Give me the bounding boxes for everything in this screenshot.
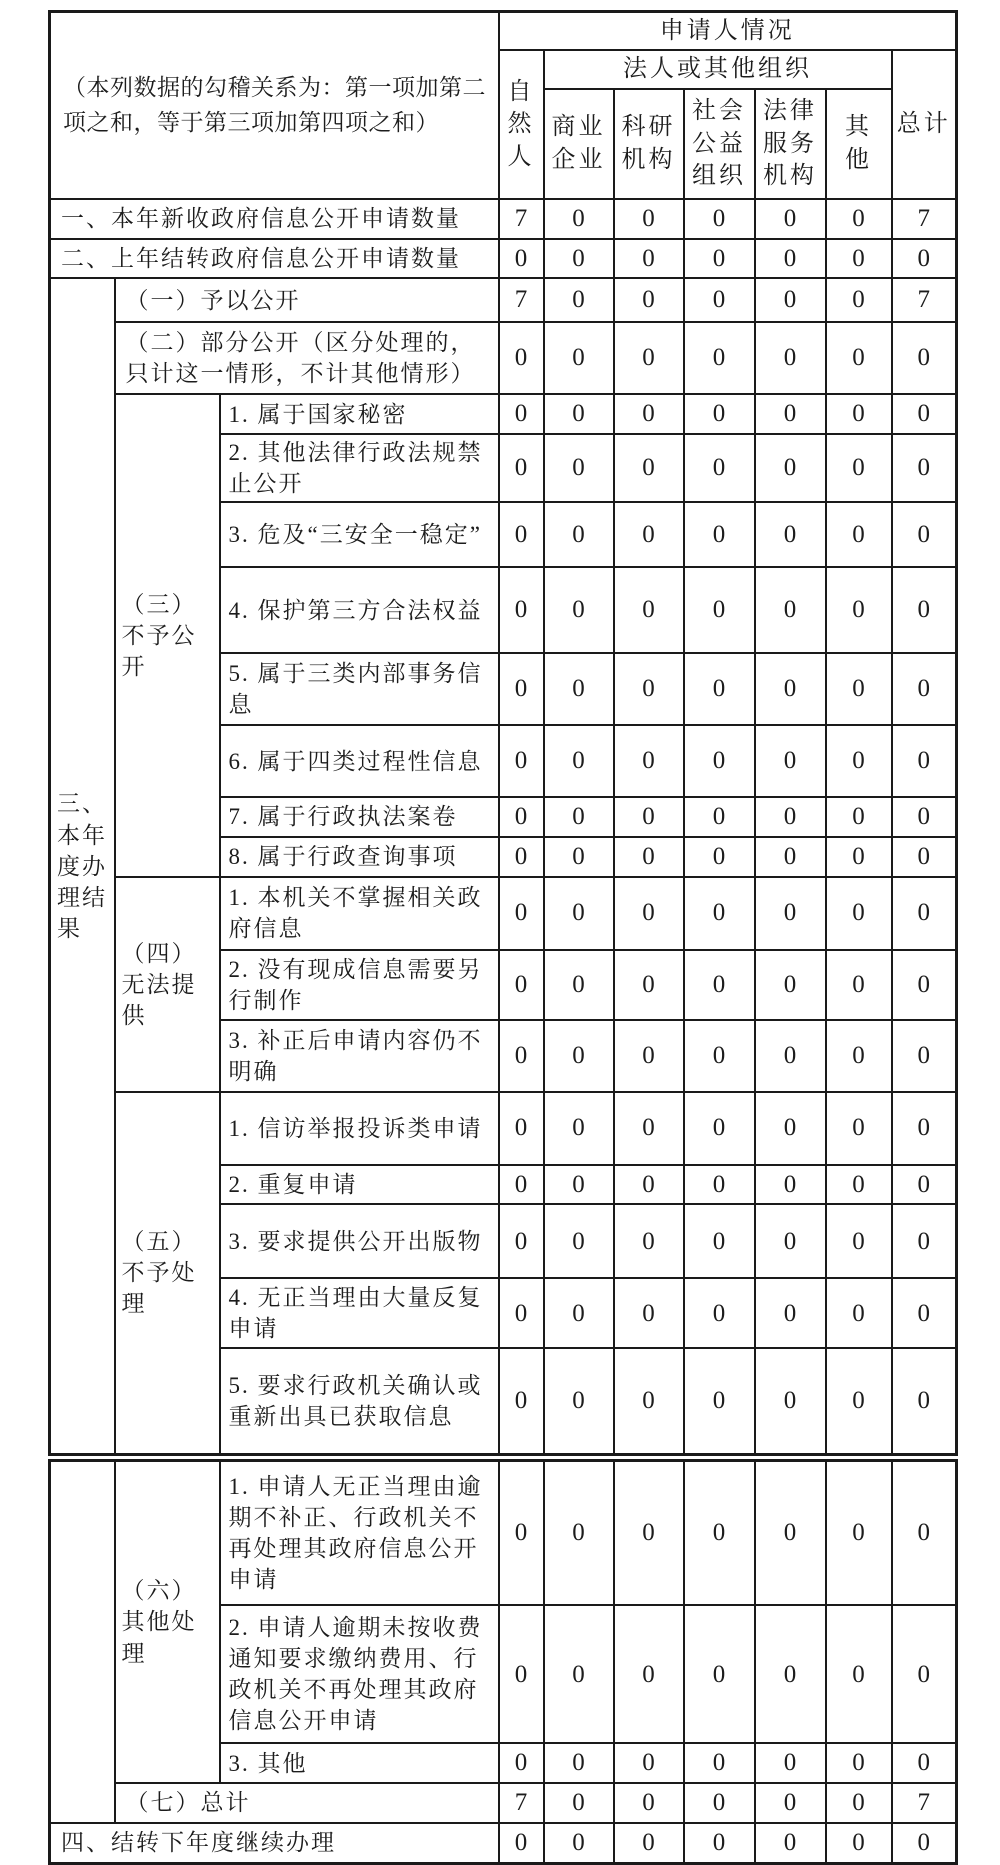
value-cell: 0 <box>614 837 684 877</box>
value-cell: 0 <box>755 394 826 434</box>
value-cell: 0 <box>684 278 755 322</box>
value-cell: 0 <box>614 1165 684 1205</box>
table-row <box>50 278 957 322</box>
value-cell: 0 <box>826 434 892 502</box>
value-cell: 0 <box>499 502 544 567</box>
value-cell: 0 <box>684 950 755 1020</box>
value-cell: 0 <box>892 1020 957 1092</box>
value-cell: 0 <box>614 278 684 322</box>
value-cell: 0 <box>892 1165 957 1205</box>
value-cell: 0 <box>544 278 614 322</box>
value-cell: 0 <box>614 1020 684 1092</box>
value-cell: 0 <box>684 199 755 239</box>
value-cell: 0 <box>826 1278 892 1348</box>
value-cell: 0 <box>892 502 957 567</box>
value-cell: 0 <box>892 322 957 394</box>
value-cell: 0 <box>826 502 892 567</box>
value-cell: 0 <box>755 567 826 653</box>
value-cell: 0 <box>499 1743 544 1783</box>
value-cell: 0 <box>684 567 755 653</box>
value-cell: 0 <box>826 797 892 837</box>
value-cell: 0 <box>499 239 544 279</box>
value-cell: 0 <box>826 725 892 797</box>
row-label: 3. 其他 <box>220 1743 499 1783</box>
value-cell: 0 <box>892 239 957 279</box>
value-cell: 0 <box>544 1165 614 1205</box>
value-cell: 0 <box>826 567 892 653</box>
value-cell: 0 <box>755 653 826 725</box>
row-label: （七）总计 <box>115 1783 499 1823</box>
value-cell: 0 <box>684 1348 755 1454</box>
value-cell: 0 <box>614 797 684 837</box>
value-cell: 0 <box>755 1348 826 1454</box>
row-label: 2. 没有现成信息需要另行制作 <box>220 950 499 1020</box>
value-cell: 0 <box>826 1783 892 1823</box>
value-cell: 0 <box>892 394 957 434</box>
value-cell: 0 <box>544 1348 614 1454</box>
value-cell: 0 <box>826 1743 892 1783</box>
value-cell: 0 <box>684 322 755 394</box>
table-row <box>50 239 957 279</box>
value-cell: 0 <box>755 1204 826 1278</box>
table-row <box>50 322 957 394</box>
value-cell: 0 <box>499 394 544 434</box>
value-cell: 0 <box>892 837 957 877</box>
row-label: 二、上年结转政府信息公开申请数量 <box>50 239 499 279</box>
value-cell: 0 <box>755 1823 826 1863</box>
value-cell: 0 <box>499 877 544 950</box>
value-cell: 0 <box>544 837 614 877</box>
value-cell: 0 <box>755 322 826 394</box>
value-cell: 7 <box>892 199 957 239</box>
value-cell: 0 <box>892 434 957 502</box>
col-header-other: 其他 <box>826 89 892 199</box>
row-label: 1. 本机关不掌握相关政府信息 <box>220 877 499 950</box>
value-cell: 0 <box>499 837 544 877</box>
row-label: 7. 属于行政执法案卷 <box>220 797 499 837</box>
value-cell: 0 <box>544 434 614 502</box>
value-cell: 7 <box>499 278 544 322</box>
value-cell: 0 <box>755 1165 826 1205</box>
value-cell: 0 <box>826 1165 892 1205</box>
value-cell: 0 <box>892 653 957 725</box>
value-cell: 0 <box>755 797 826 837</box>
value-cell: 0 <box>614 239 684 279</box>
col-header-natural-person: 自然人 <box>499 50 544 198</box>
row-label: （一）予以公开 <box>115 278 499 322</box>
value-cell: 0 <box>892 1348 957 1454</box>
value-cell: 0 <box>544 725 614 797</box>
value-cell: 0 <box>499 1460 544 1605</box>
value-cell: 0 <box>755 199 826 239</box>
value-cell: 0 <box>544 1204 614 1278</box>
value-cell: 0 <box>684 797 755 837</box>
value-cell: 0 <box>499 322 544 394</box>
value-cell: 0 <box>826 1460 892 1605</box>
row-label: 2. 其他法律行政法规禁止公开 <box>220 434 499 502</box>
value-cell: 0 <box>684 725 755 797</box>
table-row <box>50 394 957 434</box>
value-cell: 0 <box>544 1020 614 1092</box>
value-cell: 0 <box>544 199 614 239</box>
value-cell: 0 <box>544 394 614 434</box>
row-label: 4. 无正当理由大量反复申请 <box>220 1278 499 1348</box>
value-cell: 0 <box>684 1204 755 1278</box>
value-cell: 0 <box>892 567 957 653</box>
value-cell: 0 <box>544 1743 614 1783</box>
value-cell: 0 <box>614 1204 684 1278</box>
value-cell: 0 <box>755 1743 826 1783</box>
value-cell: 0 <box>614 1460 684 1605</box>
value-cell: 0 <box>755 278 826 322</box>
value-cell: 0 <box>499 1278 544 1348</box>
value-cell: 0 <box>614 567 684 653</box>
value-cell: 0 <box>499 1204 544 1278</box>
value-cell: 0 <box>826 322 892 394</box>
value-cell: 0 <box>544 950 614 1020</box>
value-cell: 0 <box>826 653 892 725</box>
value-cell: 0 <box>826 950 892 1020</box>
value-cell: 0 <box>614 502 684 567</box>
value-cell: 0 <box>499 950 544 1020</box>
value-cell: 0 <box>499 434 544 502</box>
value-cell: 0 <box>684 837 755 877</box>
value-cell: 0 <box>684 1092 755 1165</box>
value-cell: 0 <box>499 653 544 725</box>
value-cell: 0 <box>826 278 892 322</box>
value-cell: 0 <box>684 1020 755 1092</box>
value-cell: 0 <box>544 1092 614 1165</box>
section-continuation-cell <box>50 1460 115 1823</box>
value-cell: 0 <box>684 1743 755 1783</box>
value-cell: 0 <box>892 1460 957 1605</box>
value-cell: 0 <box>826 1092 892 1165</box>
value-cell: 0 <box>684 877 755 950</box>
value-cell: 0 <box>684 434 755 502</box>
table-row <box>50 199 957 239</box>
value-cell: 0 <box>544 1605 614 1743</box>
row-label: 8. 属于行政查询事项 <box>220 837 499 877</box>
row-label: 3. 补正后申请内容仍不明确 <box>220 1020 499 1092</box>
value-cell: 0 <box>826 394 892 434</box>
header-applicant-situation: 申请人情况 <box>499 12 957 51</box>
value-cell: 0 <box>499 797 544 837</box>
value-cell: 0 <box>499 1823 544 1863</box>
group-label-unable-to-provide: （四）无法提供 <box>115 877 220 1092</box>
value-cell: 0 <box>892 877 957 950</box>
col-header-total: 总计 <box>892 50 957 198</box>
value-cell: 0 <box>544 1278 614 1348</box>
value-cell: 0 <box>755 1092 826 1165</box>
value-cell: 0 <box>684 394 755 434</box>
value-cell: 0 <box>614 1605 684 1743</box>
value-cell: 0 <box>755 1605 826 1743</box>
value-cell: 0 <box>684 1783 755 1823</box>
table-row <box>50 1460 957 1605</box>
row-label: 6. 属于四类过程性信息 <box>220 725 499 797</box>
value-cell: 0 <box>614 199 684 239</box>
value-cell: 0 <box>826 199 892 239</box>
value-cell: 0 <box>499 1092 544 1165</box>
value-cell: 0 <box>826 239 892 279</box>
value-cell: 0 <box>684 653 755 725</box>
value-cell: 0 <box>755 837 826 877</box>
col-header-social-welfare-org: 社会公益组织 <box>684 89 755 199</box>
value-cell: 0 <box>499 1605 544 1743</box>
value-cell: 0 <box>614 1348 684 1454</box>
value-cell: 0 <box>684 239 755 279</box>
value-cell: 0 <box>892 797 957 837</box>
section-label-processing-results: 三、本年度办理结果 <box>50 278 115 1454</box>
value-cell: 0 <box>826 837 892 877</box>
value-cell: 0 <box>755 1460 826 1605</box>
value-cell: 0 <box>826 1605 892 1743</box>
col-header-commercial-enterprise: 商业企业 <box>544 89 614 199</box>
value-cell: 7 <box>892 278 957 322</box>
value-cell: 0 <box>755 1020 826 1092</box>
group-label-refused-disclosure: （三）不予公开 <box>115 394 220 876</box>
value-cell: 0 <box>499 1348 544 1454</box>
value-cell: 0 <box>499 1165 544 1205</box>
value-cell: 0 <box>826 877 892 950</box>
value-cell: 0 <box>892 1605 957 1743</box>
value-cell: 0 <box>544 1460 614 1605</box>
value-cell: 0 <box>684 1605 755 1743</box>
value-cell: 0 <box>544 1823 614 1863</box>
value-cell: 0 <box>892 1278 957 1348</box>
value-cell: 0 <box>544 1783 614 1823</box>
row-label: 2. 重复申请 <box>220 1165 499 1205</box>
value-cell: 0 <box>544 653 614 725</box>
value-cell: 0 <box>892 1743 957 1783</box>
row-label: 1. 申请人无正当理由逾期不补正、行政机关不再处理其政府信息公开申请 <box>220 1460 499 1605</box>
value-cell: 7 <box>499 1783 544 1823</box>
value-cell: 0 <box>755 877 826 950</box>
row-label: 2. 申请人逾期未按收费通知要求缴纳费用、行政机关不再处理其政府信息公开申请 <box>220 1605 499 1743</box>
value-cell: 0 <box>892 1204 957 1278</box>
value-cell: 0 <box>684 1823 755 1863</box>
value-cell: 0 <box>684 1460 755 1605</box>
header-legal-person-org: 法人或其他组织 <box>544 50 892 88</box>
value-cell: 0 <box>544 239 614 279</box>
value-cell: 0 <box>614 322 684 394</box>
value-cell: 0 <box>826 1204 892 1278</box>
table-row <box>50 1783 957 1823</box>
group-label-not-processed: （五）不予处理 <box>115 1092 220 1455</box>
value-cell: 0 <box>544 877 614 950</box>
value-cell: 0 <box>684 1165 755 1205</box>
col-header-legal-service-org: 法律服务机构 <box>755 89 826 199</box>
row-label: 5. 要求行政机关确认或重新出具已获取信息 <box>220 1348 499 1454</box>
value-cell: 0 <box>614 950 684 1020</box>
table-row <box>50 1092 957 1165</box>
value-cell: 0 <box>755 1278 826 1348</box>
value-cell: 0 <box>755 1783 826 1823</box>
reconciliation-note: （本列数据的勾稽关系为：第一项加第二项之和，等于第三项加第四项之和） <box>50 12 499 199</box>
group-label-other-processing: （六）其他处理 <box>115 1460 220 1783</box>
value-cell: 0 <box>614 877 684 950</box>
value-cell: 0 <box>755 434 826 502</box>
value-cell: 0 <box>826 1348 892 1454</box>
value-cell: 0 <box>499 1020 544 1092</box>
table-row <box>50 12 957 51</box>
value-cell: 0 <box>614 725 684 797</box>
value-cell: 0 <box>892 1823 957 1863</box>
row-label: 5. 属于三类内部事务信息 <box>220 653 499 725</box>
value-cell: 0 <box>544 797 614 837</box>
value-cell: 0 <box>614 394 684 434</box>
row-label: 一、本年新收政府信息公开申请数量 <box>50 199 499 239</box>
row-label: 1. 属于国家秘密 <box>220 394 499 434</box>
value-cell: 0 <box>614 1743 684 1783</box>
row-label: 1. 信访举报投诉类申请 <box>220 1092 499 1165</box>
value-cell: 0 <box>614 1092 684 1165</box>
value-cell: 0 <box>892 725 957 797</box>
row-label: （二）部分公开（区分处理的，只计这一情形，不计其他情形） <box>115 322 499 394</box>
value-cell: 0 <box>892 1092 957 1165</box>
value-cell: 0 <box>684 1278 755 1348</box>
value-cell: 0 <box>826 1020 892 1092</box>
disclosure-table-page1 <box>48 10 958 1456</box>
value-cell: 0 <box>544 567 614 653</box>
value-cell: 0 <box>499 567 544 653</box>
value-cell: 0 <box>755 725 826 797</box>
value-cell: 0 <box>499 725 544 797</box>
value-cell: 0 <box>614 1278 684 1348</box>
value-cell: 0 <box>684 502 755 567</box>
value-cell: 0 <box>614 653 684 725</box>
value-cell: 0 <box>892 950 957 1020</box>
value-cell: 0 <box>755 502 826 567</box>
col-header-research-institution: 科研机构 <box>614 89 684 199</box>
value-cell: 7 <box>499 199 544 239</box>
row-label: 4. 保护第三方合法权益 <box>220 567 499 653</box>
disclosure-table-page2 <box>48 1459 958 1865</box>
value-cell: 7 <box>892 1783 957 1823</box>
value-cell: 0 <box>544 322 614 394</box>
value-cell: 0 <box>614 1783 684 1823</box>
value-cell: 0 <box>614 1823 684 1863</box>
row-label: 四、结转下年度继续办理 <box>50 1823 499 1863</box>
row-label: 3. 要求提供公开出版物 <box>220 1204 499 1278</box>
table-row <box>50 877 957 950</box>
value-cell: 0 <box>614 434 684 502</box>
value-cell: 0 <box>755 950 826 1020</box>
table-row <box>50 1823 957 1863</box>
value-cell: 0 <box>755 239 826 279</box>
value-cell: 0 <box>826 1823 892 1863</box>
value-cell: 0 <box>544 502 614 567</box>
row-label: 3. 危及“三安全一稳定” <box>220 502 499 567</box>
